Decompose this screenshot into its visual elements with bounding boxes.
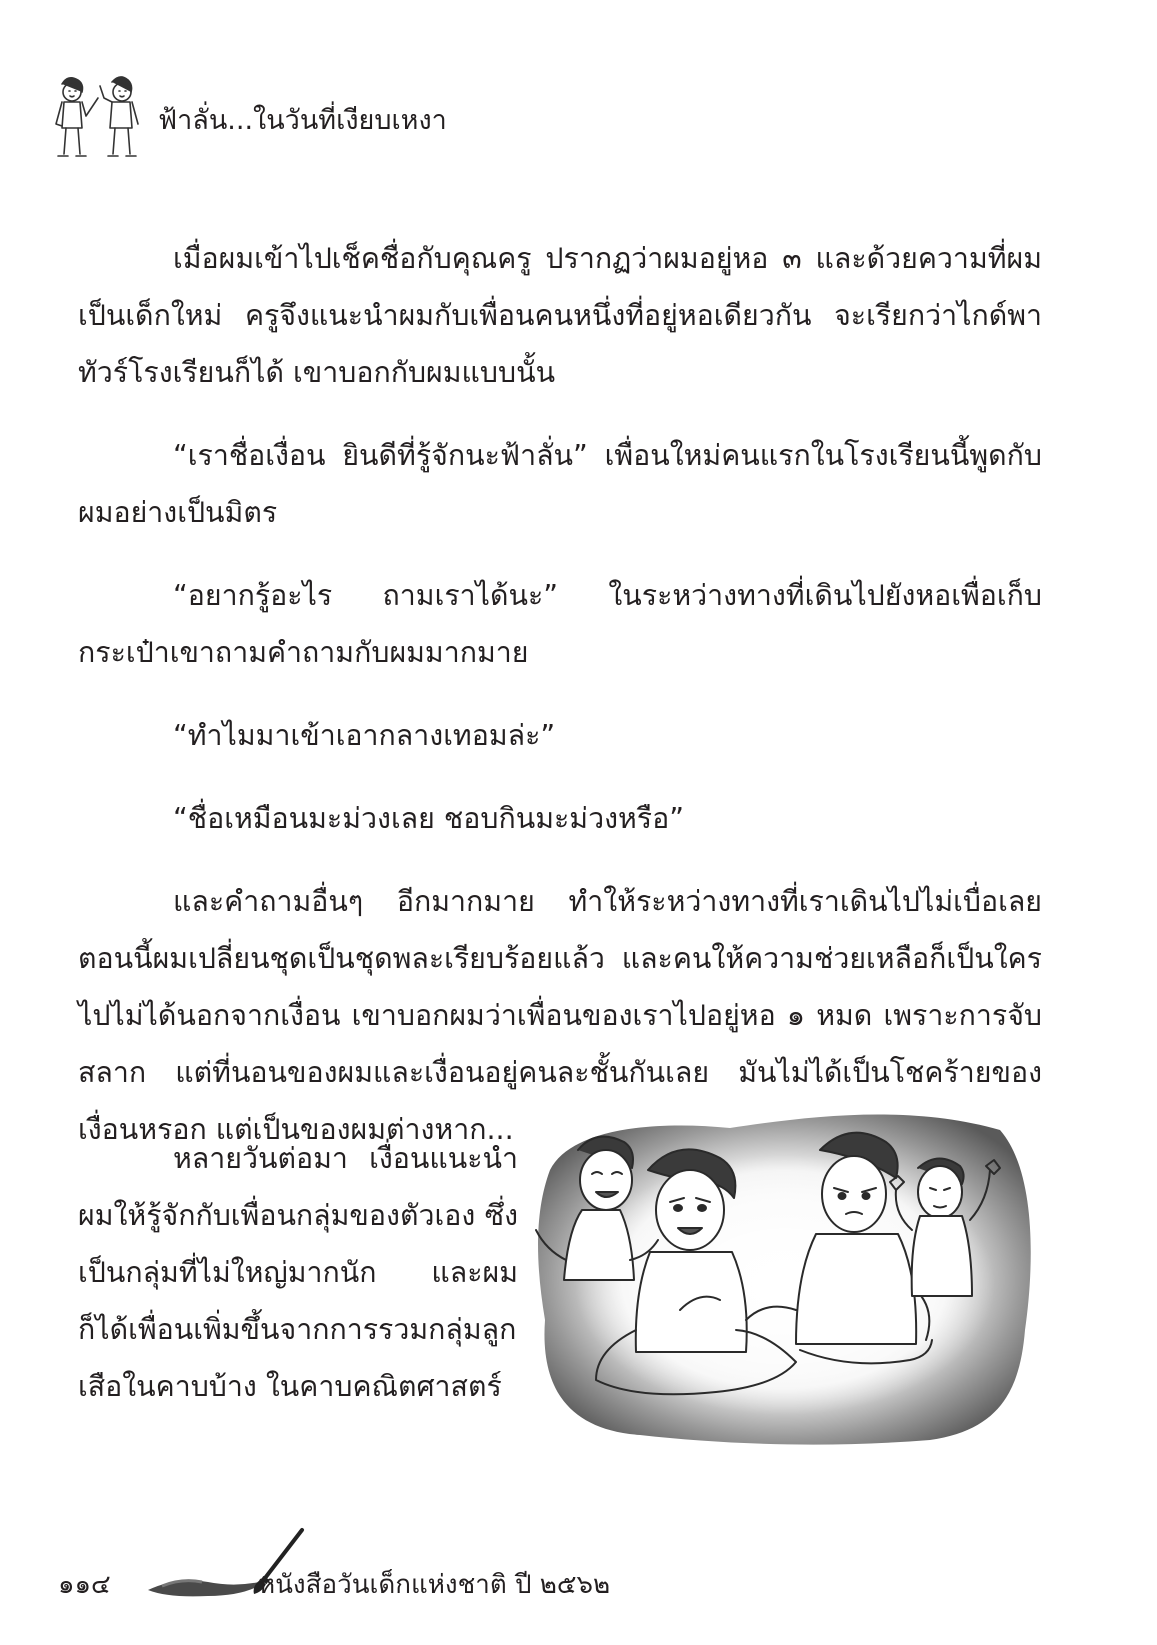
- header-title: ฟ้าลั่น...ในวันที่เงียบเหงา: [158, 105, 447, 136]
- page-footer: [58, 1520, 758, 1610]
- page-number: ๑๑๔: [58, 1570, 111, 1600]
- body-text: [78, 230, 1042, 1158]
- paragraph-wrapped: หลายวันต่อมา เงื่อนแนะนำผมให้รู้จักกับเพื่อนกลุ่มของตัวเอง ซึ่งเป็นกลุ่มที่ไม่ใหญ่มากนัก และผมก็ได้เพื่อนเพิ่มขึ้นจากการรวมกลุ่มลูกเสือในคาบบ้าง ในคาบคณิตศาสตร์: [78, 1142, 518, 1403]
- paragraph: “เราชื่อเงื่อน ยินดีที่รู้จักนะฟ้าลั่น” เพื่อนใหม่คนแรกในโรงเรียนนี้พูดกับผมอย่างเป็นมิตร: [78, 439, 1042, 529]
- book-title: หนังสือวันเด็กแห่งชาติ ปี ๒๕๖๒: [258, 1570, 611, 1600]
- paragraph: “ชื่อเหมือนมะม่วงเลย ชอบกินมะม่วงหรือ”: [173, 802, 684, 835]
- two-boys-header-illustration: [48, 70, 158, 160]
- paragraph: เมื่อผมเข้าไปเช็คชื่อกับคุณครู ปรากฏว่าผมอยู่หอ ๓ และด้วยความที่ผมเป็นเด็กใหม่ ครูจึงแนะนำผมกับเพื่อนคนหนึ่งที่อยู่หอเดียวกัน จะเรียกว่าไกด์พาทัวร์โรงเรียนก็ได้ เขาบอกกับผมแบบนั้น: [78, 242, 1042, 389]
- four-boys-illustration: [530, 1110, 1040, 1445]
- running-header: [48, 70, 548, 160]
- paragraph: และคำถามอื่นๆ อีกมากมาย ทำให้ระหว่างทางที่เราเดินไปไม่เบื่อเลย ตอนนี้ผมเปลี่ยนชุดเป็นชุดพละเรียบร้อยแล้ว และคนให้ความช่วยเหลือก็เป็นใครไปไม่ได้นอกจากเงื่อน เขาบอกผมว่าเพื่อนของเราไปอยู่หอ ๑ หมด เพราะการจับสลาก แต่ที่นอนของผมและเงื่อนอยู่คนละชั้นกันเลย มันไม่ได้เป็นโชคร้ายของเงื่อนหรอก แต่เป็นของผมต่างหาก...: [78, 885, 1042, 1146]
- paragraph: “อยากรู้อะไร ถามเราได้นะ” ในระหว่างทางที่เดินไปยังหอเพื่อเก็บกระเป๋าเขาถามคำถามกับผมมากมาย: [78, 579, 1042, 669]
- paragraph: “ทำไมมาเข้าเอากลางเทอมล่ะ”: [173, 719, 556, 752]
